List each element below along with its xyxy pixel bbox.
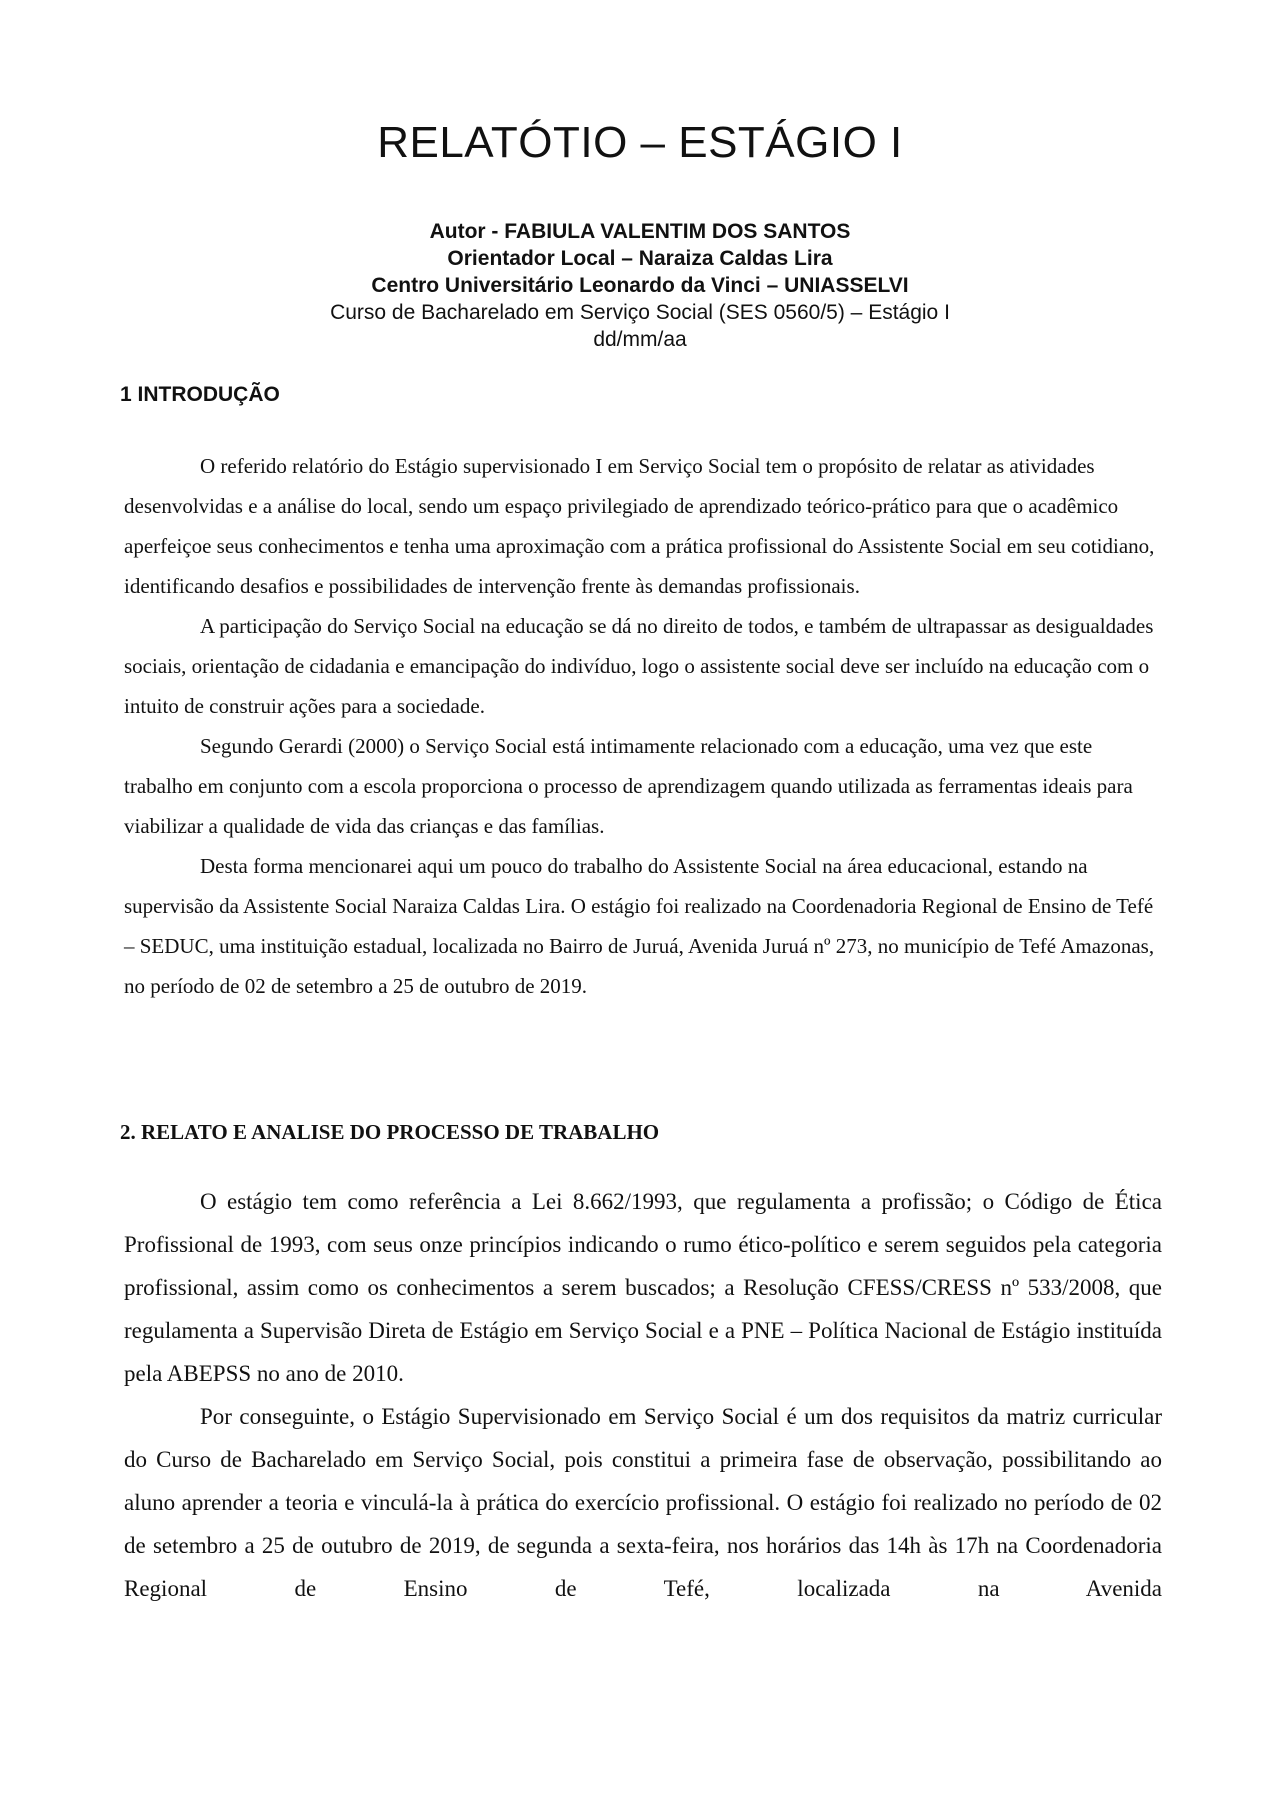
section-1-body [124, 446, 1159, 1006]
section-1-heading: 1 INTRODUÇÃO [120, 383, 280, 406]
course-line: Curso de Bacharelado em Serviço Social (SES 0560/5) – Estágio I [330, 301, 950, 324]
institution-line: Centro Universitário Leonardo da Vinci – UNIASSELVI [371, 274, 909, 297]
paragraph: O referido relatório do Estágio supervisionado I em Serviço Social tem o propósito de relatar as atividades desenvolvidas e a análise do local, sendo um espaço privilegiado de aprendizado teórico-prático para que o acadêmico aperfeiçoe seus conhecimentos e tenha uma aproximação com a prática profissional do Assistente Social em seu cotidiano, identificando desafios e possibilidades de intervenção frente às demandas profissionais. [124, 454, 1155, 598]
paragraph: Desta forma mencionarei aqui um pouco do trabalho do Assistente Social na área educacional, estando na supervisão da Assistente Social Naraiza Caldas Lira. O estágio foi realizado na Coordenadoria Regional de Ensino de Tefé – SEDUC, uma instituição estadual, localizada no Bairro de Juruá, Avenida Juruá nº 273, no município de Tefé Amazonas, no período de 02 de setembro a 25 de outubro de 2019. [124, 854, 1155, 998]
paragraph: O estágio tem como referência a Lei 8.662/1993, que regulamenta a profissão; o Código de Ética Profissional de 1993, com seus onze princípios indicando o rumo ético-político e serem seguidos pela categoria profissional, assim como os conhecimentos a serem buscados; a Resolução CFESS/CRESS nº 533/2008, que regulamenta a Supervisão Direta de Estágio em Serviço Social e a PNE – Política Nacional de Estágio instituída pela ABEPSS no ano de 2010. [124, 1189, 1162, 1386]
document-title: RELATÓTIO – ESTÁGIO I [377, 118, 903, 167]
section-2-heading: 2. RELATO E ANALISE DO PROCESSO DE TRABALHO [120, 1120, 660, 1144]
paragraph: Segundo Gerardi (2000) o Serviço Social está intimamente relacionado com a educação, uma vez que este trabalho em conjunto com a escola proporciona o processo de aprendizagem quando utilizada as ferramentas ideais para viabilizar a qualidade de vida das crianças e das famílias. [124, 734, 1133, 838]
document-meta [0, 218, 1280, 353]
author-line: Autor - FABIULA VALENTIM DOS SANTOS [429, 220, 851, 243]
section-2-body [124, 1180, 1162, 1610]
paragraph: A participação do Serviço Social na educação se dá no direito de todos, e também de ultrapassar as desigualdades sociais, orientação de cidadania e emancipação do indivíduo, logo o assistente social deve ser incluído na educação com o intuito de construir ações para a sociedade. [124, 614, 1154, 718]
advisor-line: Orientador Local – Naraiza Caldas Lira [447, 247, 833, 270]
date-line: dd/mm/aa [593, 328, 687, 351]
paragraph: Por conseguinte, o Estágio Supervisionado em Serviço Social é um dos requisitos da matriz curricular do Curso de Bacharelado em Serviço Social, pois constitui a primeira fase de observação, possibilitando ao aluno aprender a teoria e vinculá-la à prática do exercício profissional. O estágio foi realizado no período de 02 de setembro a 25 de outubro de 2019, de segunda a sexta-feira, nos horários das 14h às 17h na Coordenadoria Regional de Ensino de Tefé, localizada na Avenida [124, 1404, 1162, 1601]
